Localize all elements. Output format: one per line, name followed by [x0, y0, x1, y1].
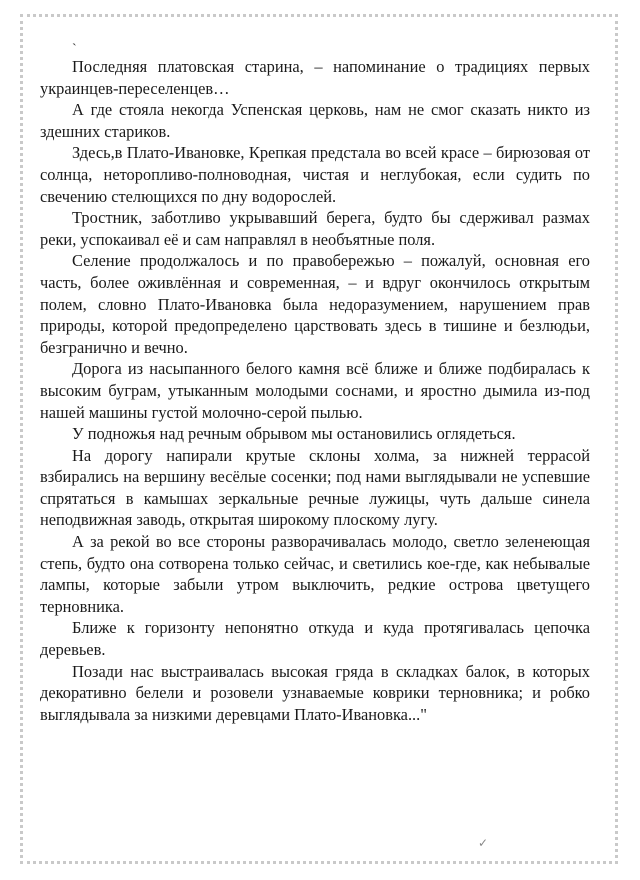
paragraph-11: Позади нас выстраивалась высокая гряда в складках балок, в которых декоративно белели и розовели узнаваемые коврики терновника; и робко выглядывала за низкими деревцами Плато-Ивановка..."	[40, 661, 590, 724]
paragraph-5: Селение продолжалось и по правобережью – пожалуй, основная его часть, более оживлённая и современная, – и вдруг окончилось открытым полем, словно Плато-Ивановка была недоразумением, нарушением прав природы, которой предопределено царствовать здесь в тишине и безлюдьи, безгранично и вечно.	[40, 251, 590, 357]
paragraph-2: А где стояла некогда Успенская церковь, нам не смог сказать никто из здешних стариков.	[40, 100, 590, 141]
paragraph-4: Тростник, заботливо укрывавший берега, будто бы сдерживал размах реки, успокаивал её и сам направлял в необъятные поля.	[40, 208, 590, 249]
paragraph-9: А за рекой во все стороны разворачивалась молодо, светло зеленеющая степь, будто она сотворена только сейчас, и светились кое-где, как небывалые лампы, которые забыли утром выключить, редкие острова цветущего терновника.	[40, 532, 590, 616]
paragraph-3: Здесь,в Плато-Ивановке, Крепкая предстала во всей красе – бирюзовая от солнца, неторопливо-полноводная, чистая и неглубокая, если судить по свечению стелющихся по дну водорослей.	[40, 143, 590, 206]
paragraph-7: У подножья над речным обрывом мы остановились оглядеться.	[72, 424, 516, 444]
paragraph-10: Ближе к горизонту непонятно откуда и куда протягивалась цепочка деревьев.	[40, 618, 590, 660]
paragraph-6: Дорога из насыпанного белого камня всё ближе и ближе подбиралась к высоким буграм, утыканным молодыми соснами, и яростно дымила из-под нашей машины густой молочно-серой пылью.	[40, 359, 590, 422]
paragraph-8: На дорогу напирали крутые склоны холма, за нижней террасой взбирались на вершину весёлые сосенки; под нами выглядывали не успевшие спрятаться в камышах зеркальные речные лужицы, чуть дальше синела неподвижная заводь, открытая широкому плоскому лугу.	[40, 445, 590, 530]
scan-artifact-mark: ✓	[478, 836, 489, 850]
paragraph-1: Последняя платовская старина, – напоминание о традициях первых украинцев-переселенцев…	[40, 57, 590, 98]
stray-dot-mark: `	[72, 42, 77, 57]
document-body	[40, 56, 590, 725]
